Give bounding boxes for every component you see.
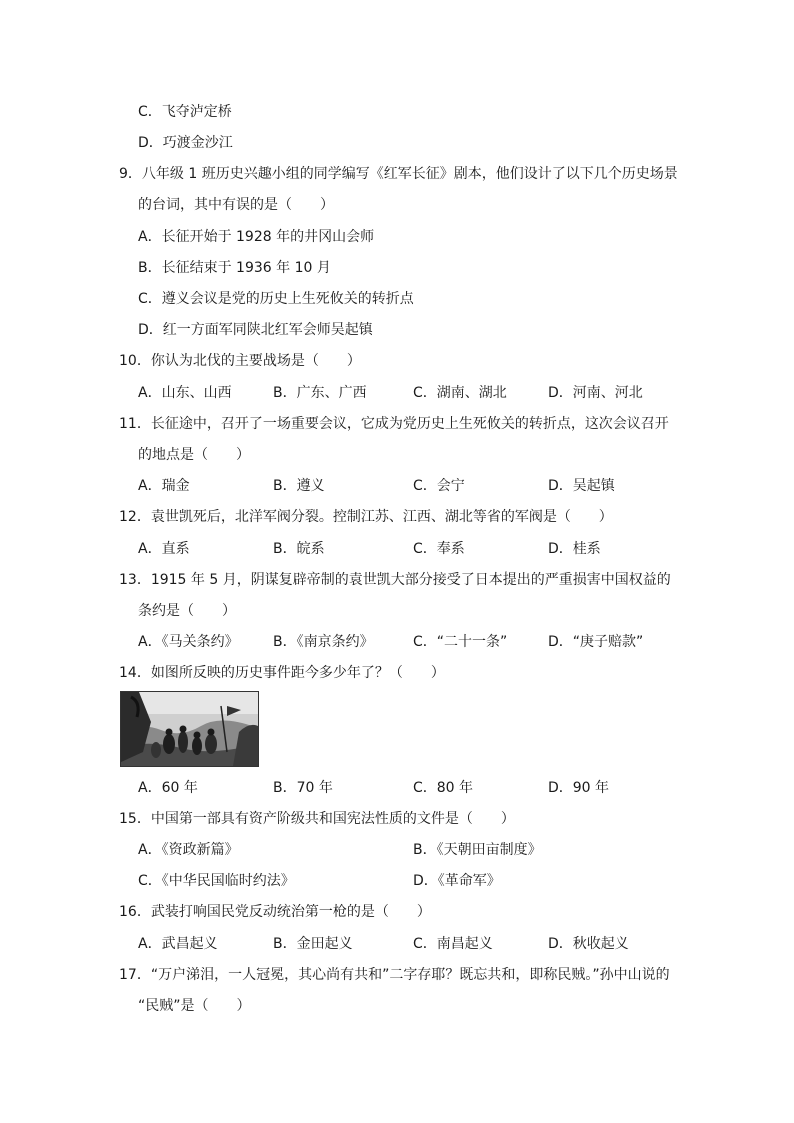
q13-option-b: B．《南京条约》 [273, 634, 374, 650]
q10-option-b: B．广东、广西 [273, 385, 367, 401]
q10-option-c: C．湖南、湖北 [413, 385, 507, 401]
q15-option-d: D．《革命军》 [413, 873, 501, 889]
q9-option-b: B．长征结束于 1936 年 10 月 [138, 260, 331, 276]
q17-stem-cont: “民贼”是（ ） [138, 998, 251, 1014]
q8-option-d: D．巧渡金沙江 [138, 135, 233, 151]
q13-stem: 13．1915 年 5 月，阴谋复辟帝制的袁世凯大部分接受了日本提出的严重损害中国权益的 [119, 572, 671, 588]
q16-option-b: B．金田起义 [273, 936, 353, 952]
q13-option-c: C．“二十一条” [413, 634, 508, 650]
q16-option-c: C．南昌起义 [413, 936, 493, 952]
q15-options-row1 [0, 840, 794, 860]
q8-option-c: C．飞夺泸定桥 [138, 104, 232, 120]
q15-option-b: B．《天朝田亩制度》 [413, 842, 542, 858]
q12-option-c: C．奉系 [413, 541, 465, 557]
q11-option-c: C．会宁 [413, 478, 465, 494]
q11-option-b: B．遵义 [273, 478, 325, 494]
q11-stem-cont: 的地点是（ ） [138, 447, 250, 463]
q10-option-a: A．山东、山西 [138, 385, 232, 401]
q10-stem: 10．你认为北伐的主要战场是（ ） [119, 353, 361, 369]
q13-options [0, 632, 794, 652]
q15-option-c: C．《中华民国临时约法》 [138, 873, 295, 889]
q14-option-d: D．90 年 [548, 780, 610, 796]
q16-options [0, 934, 794, 954]
q14-stem: 14．如图所反映的历史事件距今多少年了？（ ） [119, 665, 445, 681]
q12-option-a: A．直系 [138, 541, 190, 557]
q14-option-a: A．60 年 [138, 780, 198, 796]
q9-option-c: C．遵义会议是党的历史上生死攸关的转折点 [138, 291, 414, 307]
q15-options-row2 [0, 871, 794, 891]
q17-stem: 17．“万户涕泪，一人冠冕，其心尚有共和”二字存耶？既忘共和，即称民贼。”孙中山说的 [119, 967, 670, 983]
q9-option-a: A．长征开始于 1928 年的井冈山会师 [138, 229, 375, 245]
q16-option-d: D．秋收起义 [548, 936, 629, 952]
q11-options [0, 476, 794, 496]
q9-option-d: D．红一方面军同陕北红军会师吴起镇 [138, 322, 373, 338]
q12-options [0, 539, 794, 559]
q15-stem: 15．中国第一部具有资产阶级共和国宪法性质的文件是（ ） [119, 811, 515, 827]
q13-option-a: A．《马关条约》 [138, 634, 239, 650]
q9-stem: 9．八年级 1 班历史兴趣小组的同学编写《红军长征》剧本，他们设计了以下几个历史场景 [119, 166, 678, 182]
q14-option-b: B．70 年 [273, 780, 333, 796]
q14-options [0, 778, 794, 798]
q11-option-d: D．吴起镇 [548, 478, 615, 494]
q13-option-d: D．“庚子赔款” [548, 634, 644, 650]
q9-stem-cont: 的台词，其中有误的是（ ） [138, 197, 334, 213]
q12-option-d: D．桂系 [548, 541, 601, 557]
q13-stem-cont: 条约是（ ） [138, 603, 236, 619]
q12-option-b: B．皖系 [273, 541, 325, 557]
q16-stem: 16．武装打响国民党反动统治第一枪的是（ ） [119, 904, 431, 920]
historical-painting-image [120, 691, 259, 767]
q12-stem: 12．袁世凯死后，北洋军阀分裂。控制江苏、江西、湖北等省的军阀是（ ） [119, 509, 613, 525]
q16-option-a: A．武昌起义 [138, 936, 218, 952]
q11-stem: 11．长征途中，召开了一场重要会议，它成为党历史上生死攸关的转折点，这次会议召开 [119, 416, 669, 432]
q10-options [0, 383, 794, 403]
q11-option-a: A．瑞金 [138, 478, 190, 494]
q15-option-a: A．《资政新篇》 [138, 842, 239, 858]
q14-option-c: C．80 年 [413, 780, 474, 796]
historical-scene-illustration [121, 692, 258, 766]
q10-option-d: D．河南、河北 [548, 385, 643, 401]
